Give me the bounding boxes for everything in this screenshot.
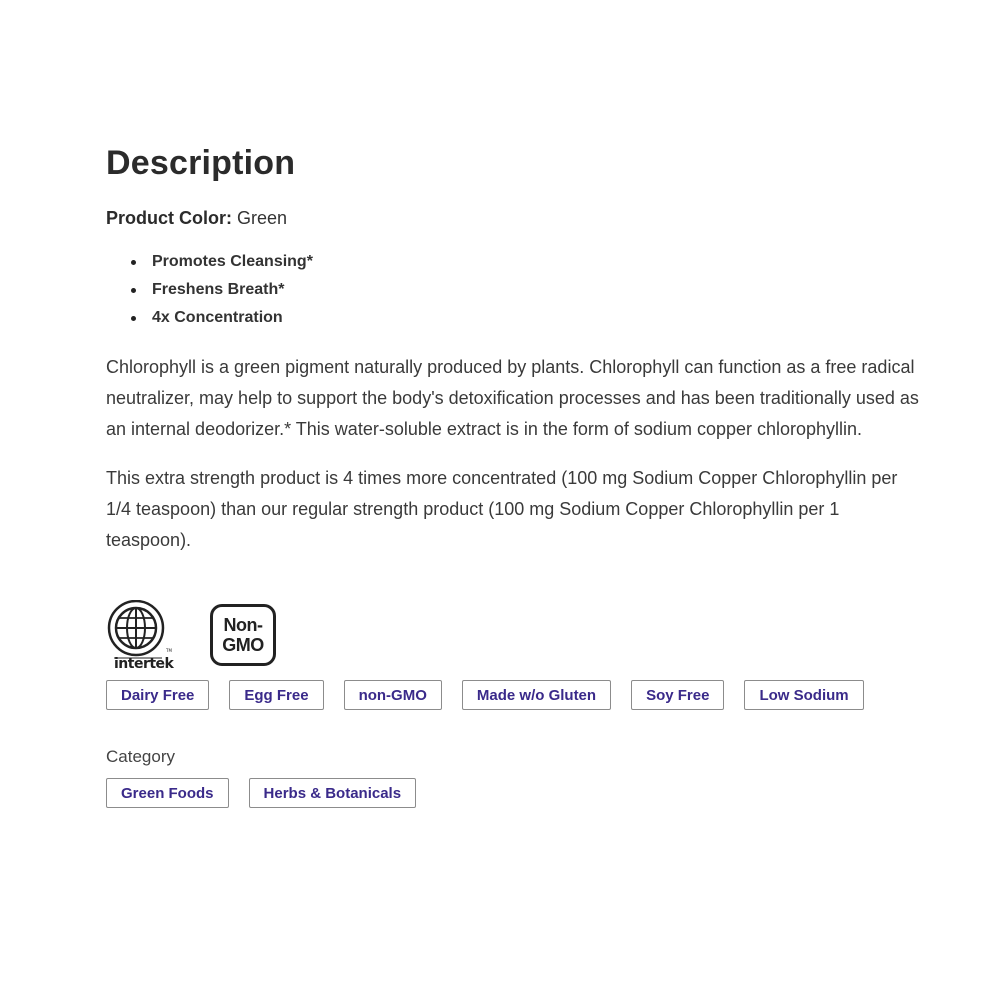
product-color-row	[106, 206, 926, 230]
tag-low-sodium[interactable]: Low Sodium	[744, 680, 863, 710]
description-paragraph: Chlorophyll is a green pigment naturally produced by plants. Chlorophyll can function as a free radical neutralizer, may help to support the body's detoxification processes and has been traditionally used as an internal deodorizer.* This water-soluble extract is in the form of sodium copper chlorophyllin.	[106, 357, 919, 439]
tag-dairy-free[interactable]: Dairy Free	[106, 680, 209, 710]
intertek-logo-text: intertek	[114, 656, 174, 672]
product-color-value: Green	[237, 208, 288, 228]
tag-herbs-botanicals[interactable]: Herbs & Botanicals	[249, 778, 417, 808]
feature-list	[106, 248, 926, 332]
product-color-label: Product Color:	[106, 208, 232, 228]
svg-text:TM: TM	[166, 648, 172, 653]
non-gmo-line1: Non-	[223, 615, 263, 635]
non-gmo-line2: GMO	[222, 635, 264, 655]
attribute-tags	[106, 680, 926, 710]
category-tags	[106, 778, 926, 808]
feature-item: Promotes Cleansing*	[152, 248, 926, 276]
tag-made-without-gluten[interactable]: Made w/o Gluten	[462, 680, 611, 710]
tag-non-gmo[interactable]: non-GMO	[344, 680, 442, 710]
tag-soy-free[interactable]: Soy Free	[631, 680, 724, 710]
certification-badges	[106, 600, 926, 672]
feature-item: 4x Concentration	[152, 304, 926, 332]
feature-item: Freshens Breath*	[152, 276, 926, 304]
intertek-certification-logo	[106, 600, 176, 672]
description-section	[106, 140, 926, 808]
category-label: Category	[106, 747, 175, 766]
non-gmo-logo	[210, 604, 276, 666]
section-title: Description	[106, 144, 296, 182]
description-paragraph: This extra strength product is 4 times more concentrated (100 mg Sodium Copper Chlorophyllin per 1/4 teaspoon) than our regular strength product (100 mg Sodium Copper Chlorophyllin per 1 teaspoon).	[106, 468, 898, 550]
tag-green-foods[interactable]: Green Foods	[106, 778, 229, 808]
tag-egg-free[interactable]: Egg Free	[229, 680, 323, 710]
